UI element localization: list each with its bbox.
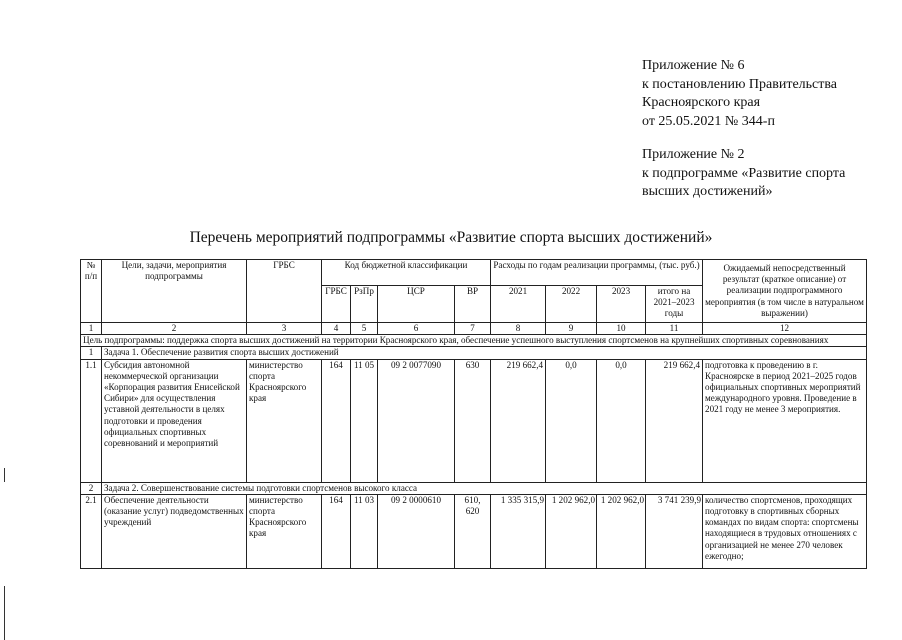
table-row: [81, 494, 867, 568]
appendix-line: Красноярского края: [642, 95, 761, 110]
csr-code: 09 2 0000610: [378, 494, 455, 568]
row-num: 1.1: [81, 359, 102, 482]
column-number: 1: [81, 323, 102, 335]
task-num: 2: [81, 482, 102, 494]
header-budget-code: Код бюджетной классификации: [322, 260, 491, 286]
row-num: 2.1: [81, 494, 102, 568]
rzpr-code: 11 03: [351, 494, 378, 568]
header-result: Ожидаемый непосредственный результат (краткое описание) от реализации подпрограммного мероприятия (в том числе в натуральном выражении): [703, 260, 867, 323]
grbs-name: министерство спорта Красноярского края: [247, 359, 322, 482]
task-row: [81, 347, 867, 359]
measure-name: Обеспечение деятельности (оказание услуг) подведомственных учреждений: [102, 494, 247, 568]
vr-code: 610, 620: [455, 494, 491, 568]
amount-2022: 0,0: [546, 359, 597, 482]
table-row: [81, 359, 867, 482]
subheader-csr: ЦСР: [378, 286, 455, 323]
goal-text: Цель подпрограммы: поддержка спорта высших достижений на территории Красноярского края, обеспечение успешного выступления спортсменов на крупнейших спортивных соревнованиях: [81, 335, 867, 347]
document-title: Перечень мероприятий подпрограммы «Развитие спорта высших достижений»: [189, 229, 713, 246]
header-goals: Цели, задачи, мероприятия подпрограммы: [102, 260, 247, 323]
subheader-grbs: ГРБС: [322, 286, 351, 323]
appendix-6-header: [642, 57, 837, 131]
grbs-code: 164: [322, 494, 351, 568]
vr-code: 630: [455, 359, 491, 482]
column-number: 9: [546, 323, 597, 335]
task-num: 1: [81, 347, 102, 359]
column-number: 3: [247, 323, 322, 335]
task-row: [81, 482, 867, 494]
measures-table: [80, 259, 867, 569]
csr-code: 09 2 0077090: [378, 359, 455, 482]
subheader-total: итого на 2021–2023 годы: [646, 286, 703, 323]
header-num: № п/п: [81, 260, 102, 323]
table-header-row: [81, 260, 867, 286]
column-number: 10: [597, 323, 646, 335]
appendix-line: к постановлению Правительства: [642, 76, 838, 92]
subheader-2022: 2022: [546, 286, 597, 323]
amount-2023: 0,0: [597, 359, 646, 482]
expected-result: количество спортсменов, проходящих подготовку в спортивных сборных командах по видам спорта: спортсмены находящиеся в трудовых отношениях с организацией не менее 270 человек ежегодно;: [703, 494, 867, 568]
amount-2021: 219 662,4: [491, 359, 546, 482]
task-text: Задача 2. Совершенствование системы подготовки спортсменов высокого класса: [102, 482, 867, 494]
appendix-line: от 25.05.2021 № 344-п: [642, 113, 775, 129]
scan-margin-mark: [4, 586, 5, 640]
amount-2021: 1 335 315,9: [491, 494, 546, 568]
column-number-row: [81, 323, 867, 335]
rzpr-code: 11 05: [351, 359, 378, 482]
amount-total: 219 662,4: [646, 359, 703, 482]
amount-2022: 1 202 962,0: [546, 494, 597, 568]
column-number: 8: [491, 323, 546, 335]
expected-result: подготовка к проведению в г. Красноярске в период 2021–2025 годов официальных спортивных мероприятий международного уровня. Проведение в 2021 году не менее 3 мероприятия.: [703, 359, 867, 482]
header-expenses: Расходы по годам реализации программы, (тыс. руб.): [491, 260, 703, 286]
subheader-2021: 2021: [491, 286, 546, 323]
amount-total: 3 741 239,9: [646, 494, 703, 568]
appendix-line: к подпрограмме «Развитие спорта: [642, 165, 846, 181]
goal-row: [81, 335, 867, 347]
subheader-rzpr: РзПр: [351, 286, 378, 323]
column-number: 5: [351, 323, 378, 335]
subheader-vr: ВР: [455, 286, 491, 323]
appendix-line: Приложение № 2: [642, 147, 745, 162]
column-number: 2: [102, 323, 247, 335]
appendix-line: Приложение № 6: [642, 58, 745, 73]
scan-margin-mark: [4, 468, 5, 482]
grbs-code: 164: [322, 359, 351, 482]
task-text: Задача 1. Обеспечение развития спорта высших достижений: [102, 347, 867, 359]
amount-2023: 1 202 962,0: [597, 494, 646, 568]
column-number: 4: [322, 323, 351, 335]
measure-name: Субсидия автономной некоммерческой организации «Корпорация развития Енисейской Сибири» для осуществления уставной деятельности в целях подготовки и проведения официальных спортивных соревнований и мероприятий: [102, 359, 247, 482]
appendix-2-header: [642, 146, 845, 202]
subheader-2023: 2023: [597, 286, 646, 323]
column-number: 11: [646, 323, 703, 335]
appendix-line: высших достижений»: [642, 184, 773, 199]
column-number: 6: [378, 323, 455, 335]
grbs-name: министерство спорта Красноярского края: [247, 494, 322, 568]
column-number: 7: [455, 323, 491, 335]
header-grbs: ГРБС: [247, 260, 322, 323]
column-number: 12: [703, 323, 867, 335]
